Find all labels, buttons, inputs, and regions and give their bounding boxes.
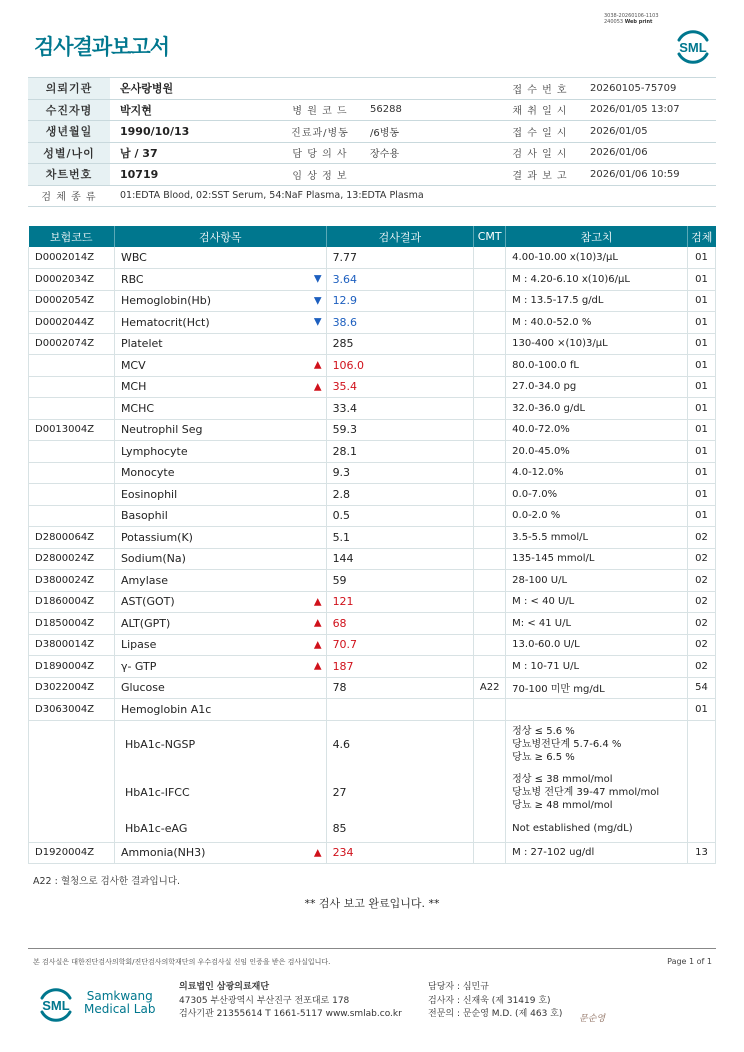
test-result: 12.9 xyxy=(326,290,474,312)
institution-value: 온사랑병원 xyxy=(110,78,500,100)
test-result: 27 xyxy=(326,768,474,816)
insurance-code: D0013004Z xyxy=(29,419,115,441)
test-name xyxy=(114,333,326,355)
reference-range xyxy=(506,720,688,768)
patient-info-table xyxy=(28,77,716,207)
reference-range: 28-100 U/L xyxy=(506,570,688,592)
test-name-text: Platelet xyxy=(120,337,163,351)
test-name-text: Monocyte xyxy=(120,466,175,480)
col-header-result: 검사결과 xyxy=(326,226,474,247)
info-row xyxy=(28,164,716,186)
doctor-label: 담 당 의 사 xyxy=(280,142,360,164)
specimen-code: 02 xyxy=(688,591,716,613)
cmt-code xyxy=(474,591,506,613)
reference-range: M : 40.0-52.0 % xyxy=(506,312,688,334)
test-name xyxy=(114,842,326,864)
test-name-text: Sodium(Na) xyxy=(120,552,186,566)
reference-range: 70-100 미만 mg/dL xyxy=(506,677,688,699)
test-name xyxy=(114,312,326,334)
cmt-code xyxy=(474,290,506,312)
reference-range: 0.0-2.0 % xyxy=(506,505,688,527)
clinical-value xyxy=(360,164,500,186)
test-result: 4.6 xyxy=(326,720,474,768)
table-row xyxy=(29,419,716,441)
reference-range: 4.0-12.0% xyxy=(506,462,688,484)
specimen-code: 01 xyxy=(688,247,716,269)
dept-label: 진료과/병동 xyxy=(280,121,360,143)
brand-line: Medical Lab xyxy=(84,1002,156,1016)
hospital-code-label: 병 원 코 드 xyxy=(280,99,360,121)
table-row xyxy=(29,656,716,678)
test-name-text: MCH xyxy=(120,380,147,394)
organization-info xyxy=(179,981,402,1022)
specimen-code: 01 xyxy=(688,269,716,291)
chart-value: 10719 xyxy=(110,164,280,186)
table-row xyxy=(29,634,716,656)
test-result: 28.1 xyxy=(326,441,474,463)
test-name-text: MCV xyxy=(120,358,146,372)
cmt-code xyxy=(474,484,506,506)
table-row xyxy=(29,398,716,420)
test-name: Hemoglobin A1c xyxy=(114,699,326,721)
test-result: 68 xyxy=(326,613,474,635)
sml-logo-icon xyxy=(673,26,713,66)
test-name-text: Glucose xyxy=(120,681,165,695)
test-result: 5.1 xyxy=(326,527,474,549)
cmt-code xyxy=(474,247,506,269)
low-flag-icon: ▼ xyxy=(313,295,322,307)
table-row xyxy=(29,816,716,842)
insurance-code: D3800014Z xyxy=(29,634,115,656)
footer-divider xyxy=(28,948,716,949)
table-row xyxy=(29,376,716,398)
test-name-text: Lymphocyte xyxy=(120,444,188,458)
sex-age-label: 성별/나이 xyxy=(28,142,110,164)
cmt-code xyxy=(474,634,506,656)
table-row xyxy=(29,290,716,312)
receipt-dt-value: 2026/01/05 xyxy=(580,121,716,143)
cmt-code xyxy=(474,376,506,398)
cmt-code xyxy=(474,656,506,678)
report-dt-label: 결 과 보 고 xyxy=(500,164,580,186)
test-name: HbA1c-IFCC xyxy=(114,768,326,816)
certification-text: 본 검사실은 대한진단검사의학회/진단검사의학재단의 우수검사실 신임 인증을 받은 검사실입니다. xyxy=(33,958,331,966)
a1c-block xyxy=(29,699,716,864)
insurance-code xyxy=(29,505,115,527)
test-result: 234 xyxy=(326,842,474,864)
test-name-text: Lipase xyxy=(120,638,157,652)
insurance-code: D1860004Z xyxy=(29,591,115,613)
specimen-code: 02 xyxy=(688,527,716,549)
test-name xyxy=(114,398,326,420)
doc-code-line: 240053 xyxy=(604,19,624,25)
insurance-code: D1890004Z xyxy=(29,656,115,678)
page-number: Page 1 of 1 xyxy=(667,957,712,966)
cmt-code xyxy=(474,505,506,527)
test-result xyxy=(326,699,474,721)
test-result: 85 xyxy=(326,816,474,842)
cmt-code xyxy=(474,333,506,355)
brand-name xyxy=(84,990,155,1016)
insurance-code: D1850004Z xyxy=(29,613,115,635)
test-name-text: RBC xyxy=(120,272,144,286)
insurance-code xyxy=(29,376,115,398)
insurance-code xyxy=(29,398,115,420)
table-row xyxy=(29,505,716,527)
table-row xyxy=(29,484,716,506)
test-name-text: Neutrophil Seg xyxy=(120,423,203,437)
info-row xyxy=(28,142,716,164)
cmt-code xyxy=(474,699,506,721)
test-result: 0.5 xyxy=(326,505,474,527)
insurance-code: D3022004Z xyxy=(29,677,115,699)
high-flag-icon: ▲ xyxy=(313,847,322,859)
collect-dt-label: 채 취 일 시 xyxy=(500,99,580,121)
test-name xyxy=(114,656,326,678)
specimen-code: 02 xyxy=(688,613,716,635)
org-name: 의료법인 삼광의료재단 xyxy=(179,982,270,992)
test-result: 59.3 xyxy=(326,419,474,441)
test-name xyxy=(114,376,326,398)
staff-line: 담당자 : 심민규 xyxy=(428,982,489,992)
col-header-code: 보험코드 xyxy=(29,226,115,247)
reference-range: M : 4.20-6.10 x(10)6/μL xyxy=(506,269,688,291)
low-flag-icon: ▼ xyxy=(313,273,322,285)
staff-line: 전문의 : 문순영 M.D. (제 463 호) xyxy=(428,1009,563,1019)
table-row xyxy=(29,333,716,355)
signature: 문순영 xyxy=(579,1014,606,1024)
test-result: 106.0 xyxy=(326,355,474,377)
test-name xyxy=(114,441,326,463)
insurance-code: D1920004Z xyxy=(29,842,115,864)
logo-text: SML xyxy=(679,40,707,55)
high-flag-icon: ▲ xyxy=(313,596,322,608)
table-row xyxy=(29,269,716,291)
test-name xyxy=(114,462,326,484)
test-result: 7.77 xyxy=(326,247,474,269)
test-name xyxy=(114,527,326,549)
test-name xyxy=(114,355,326,377)
test-name-text: MCHC xyxy=(120,401,155,415)
specimen-code: 13 xyxy=(688,842,716,864)
test-result: 187 xyxy=(326,656,474,678)
web-print-tag: Web print xyxy=(624,19,653,25)
specimen-code: 02 xyxy=(688,656,716,678)
test-name xyxy=(114,419,326,441)
footnote: A22 : 혈청으로 검사한 결과입니다. xyxy=(33,876,181,887)
receipt-no-value: 20260105-75709 xyxy=(580,78,716,100)
document-code xyxy=(604,13,659,25)
org-address: 47305 부산광역시 부산진구 전포대로 178 xyxy=(179,995,350,1006)
cmt-code xyxy=(474,720,506,768)
table-row xyxy=(29,720,716,768)
test-name-text: Ammonia(NH3) xyxy=(120,846,206,860)
specimen-code: 01 xyxy=(688,462,716,484)
test-name-text: Hemoglobin(Hb) xyxy=(120,294,212,308)
test-result: 70.7 xyxy=(326,634,474,656)
col-header-cmt: CMT xyxy=(474,226,506,247)
table-row xyxy=(29,548,716,570)
reference-range: M : 13.5-17.5 g/dL xyxy=(506,290,688,312)
specimen-code: 01 xyxy=(688,312,716,334)
cmt-code xyxy=(474,613,506,635)
chart-label: 차트번호 xyxy=(28,164,110,186)
table-row xyxy=(29,677,716,699)
brand-line: Samkwang xyxy=(86,989,153,1003)
reference-range: 40.0-72.0% xyxy=(506,419,688,441)
specimen-code: 01 xyxy=(688,484,716,506)
cmt-code xyxy=(474,527,506,549)
insurance-code xyxy=(29,462,115,484)
specimen-code: 02 xyxy=(688,570,716,592)
cmt-code xyxy=(474,398,506,420)
reference-range: 3.5-5.5 mmol/L xyxy=(506,527,688,549)
reference-line: 정상 ≤ 38 mmol/mol xyxy=(512,773,613,785)
table-row xyxy=(29,768,716,816)
specimen-code: 01 xyxy=(688,333,716,355)
cmt-code xyxy=(474,842,506,864)
reference-range xyxy=(506,699,688,721)
info-row xyxy=(28,78,716,100)
insurance-code: D0002034Z xyxy=(29,269,115,291)
insurance-code: D0002074Z xyxy=(29,333,115,355)
col-header-reference: 참고치 xyxy=(506,226,688,247)
high-flag-icon: ▲ xyxy=(313,359,322,371)
high-flag-icon: ▲ xyxy=(313,639,322,651)
insurance-code xyxy=(29,768,115,816)
results-table xyxy=(28,226,716,864)
staff-info xyxy=(428,981,562,1022)
insurance-code: D0002014Z xyxy=(29,247,115,269)
logo-text: SML xyxy=(42,998,70,1013)
cmt-code xyxy=(474,816,506,842)
test-name xyxy=(114,613,326,635)
col-header-test: 검사항목 xyxy=(114,226,326,247)
specimen-label: 검 체 종 류 xyxy=(28,185,110,207)
test-result: 2.8 xyxy=(326,484,474,506)
cmt-code xyxy=(474,269,506,291)
high-flag-icon: ▲ xyxy=(313,381,322,393)
reference-line: 당뇨 ≥ 48 mmol/mol xyxy=(512,799,613,811)
info-row xyxy=(28,99,716,121)
receipt-dt-label: 접 수 일 시 xyxy=(500,121,580,143)
info-row xyxy=(28,121,716,143)
test-result: 3.64 xyxy=(326,269,474,291)
reference-range: 135-145 mmol/L xyxy=(506,548,688,570)
high-flag-icon: ▲ xyxy=(313,617,322,629)
reference-range xyxy=(506,768,688,816)
test-name xyxy=(114,677,326,699)
receipt-no-label: 접 수 번 호 xyxy=(500,78,580,100)
table-row xyxy=(29,699,716,721)
org-contact: 검사기관 21355614 T 1661-5117 www.smlab.co.kr xyxy=(179,1009,402,1019)
insurance-code: D2800024Z xyxy=(29,548,115,570)
specimen-code: 01 xyxy=(688,699,716,721)
results-body xyxy=(29,247,716,699)
insurance-code: D3063004Z xyxy=(29,699,115,721)
specimen-code: 01 xyxy=(688,376,716,398)
clinical-label: 임 상 정 보 xyxy=(280,164,360,186)
reference-range: 4.00-10.00 x(10)3/μL xyxy=(506,247,688,269)
insurance-code: D0002054Z xyxy=(29,290,115,312)
test-name xyxy=(114,290,326,312)
cmt-code xyxy=(474,419,506,441)
test-name xyxy=(114,484,326,506)
insurance-code: D2800064Z xyxy=(29,527,115,549)
specimen-value: 01:EDTA Blood, 02:SST Serum, 54:NaF Plasma, 13:EDTA Plasma xyxy=(110,185,716,207)
hospital-code-value: 56288 xyxy=(360,99,500,121)
results-header-row xyxy=(29,226,716,247)
patient-value: 박지현 xyxy=(110,99,280,121)
report-complete-text: ** 검사 보고 완료입니다. ** xyxy=(304,897,440,910)
specimen-code: 01 xyxy=(688,290,716,312)
dob-label: 생년월일 xyxy=(28,121,110,143)
insurance-code xyxy=(29,720,115,768)
test-name: HbA1c-NGSP xyxy=(114,720,326,768)
test-result: 59 xyxy=(326,570,474,592)
test-name-text: Basophil xyxy=(120,509,168,523)
test-result: 121 xyxy=(326,591,474,613)
insurance-code: D0002044Z xyxy=(29,312,115,334)
insurance-code xyxy=(29,355,115,377)
reference-range: M : < 40 U/L xyxy=(506,591,688,613)
page-title: 검사결과보고서 xyxy=(34,35,170,59)
patient-label: 수진자명 xyxy=(28,99,110,121)
test-name-text: WBC xyxy=(120,251,147,264)
doc-code-line: 3038-20260106-1103 xyxy=(604,13,659,19)
test-name: HbA1c-eAG xyxy=(114,816,326,842)
test-name xyxy=(114,548,326,570)
cmt-code xyxy=(474,570,506,592)
doctor-value: 장수용 xyxy=(360,142,500,164)
test-result: 9.3 xyxy=(326,462,474,484)
test-result: 38.6 xyxy=(326,312,474,334)
table-row xyxy=(29,247,716,269)
low-flag-icon: ▼ xyxy=(313,316,322,328)
specimen-code: 01 xyxy=(688,505,716,527)
reference-range: 130-400 ×(10)3/μL xyxy=(506,333,688,355)
dept-value: /6병동 xyxy=(360,121,500,143)
test-result: 33.4 xyxy=(326,398,474,420)
reference-range: 13.0-60.0 U/L xyxy=(506,634,688,656)
dob-value: 1990/10/13 xyxy=(110,121,280,143)
insurance-code: D3800024Z xyxy=(29,570,115,592)
test-name xyxy=(114,505,326,527)
test-name-text: Hematocrit(Hct) xyxy=(120,315,210,329)
specimen-code: 01 xyxy=(688,398,716,420)
reference-range: 0.0-7.0% xyxy=(506,484,688,506)
staff-line: 검사자 : 신재욱 (제 31419 호) xyxy=(428,995,551,1006)
table-row xyxy=(29,570,716,592)
collect-dt-value: 2026/01/05 13:07 xyxy=(580,99,716,121)
table-row xyxy=(29,613,716,635)
reference-range: M: < 41 U/L xyxy=(506,613,688,635)
specimen-code: 01 xyxy=(688,419,716,441)
table-row xyxy=(29,312,716,334)
specimen-code: 01 xyxy=(688,355,716,377)
report-dt-value: 2026/01/06 10:59 xyxy=(580,164,716,186)
test-result: 35.4 xyxy=(326,376,474,398)
test-result: 78 xyxy=(326,677,474,699)
reference-line: 당뇨 ≥ 6.5 % xyxy=(512,751,575,763)
test-name-text: Eosinophil xyxy=(120,487,178,501)
test-name-text: Potassium(K) xyxy=(120,530,193,544)
specimen-code xyxy=(688,816,716,842)
table-row xyxy=(29,591,716,613)
cmt-code xyxy=(474,548,506,570)
test-name xyxy=(114,269,326,291)
test-name xyxy=(114,591,326,613)
cmt-code: A22 xyxy=(474,677,506,699)
institution-label: 의뢰기관 xyxy=(28,78,110,100)
cmt-code xyxy=(474,355,506,377)
test-result: 144 xyxy=(326,548,474,570)
test-name-text: AST(GOT) xyxy=(120,595,175,609)
test-name xyxy=(114,634,326,656)
table-row xyxy=(29,355,716,377)
table-row xyxy=(29,441,716,463)
specimen-code: 02 xyxy=(688,548,716,570)
cmt-code xyxy=(474,312,506,334)
reference-range: 32.0-36.0 g/dL xyxy=(506,398,688,420)
test-dt-value: 2026/01/06 xyxy=(580,142,716,164)
reference-range: 27.0-34.0 pg xyxy=(506,376,688,398)
specimen-code xyxy=(688,768,716,816)
reference-range: M : 27-102 ug/dl xyxy=(506,842,688,864)
test-name-text: ALT(GPT) xyxy=(120,616,171,630)
specimen-code xyxy=(688,720,716,768)
reference-range: M : 10-71 U/L xyxy=(506,656,688,678)
test-name-text: Amylase xyxy=(120,573,168,587)
table-row xyxy=(29,842,716,864)
test-name xyxy=(114,247,326,269)
insurance-code xyxy=(29,484,115,506)
cmt-code xyxy=(474,768,506,816)
col-header-specimen: 검체 xyxy=(688,226,716,247)
reference-line: 정상 ≤ 5.6 % xyxy=(512,725,575,737)
specimen-code: 54 xyxy=(688,677,716,699)
test-name-text: γ- GTP xyxy=(120,659,157,673)
cmt-code xyxy=(474,441,506,463)
reference-line: 당뇨병 전단계 39-47 mmol/mol xyxy=(512,786,660,798)
cmt-code xyxy=(474,462,506,484)
test-dt-label: 검 사 일 시 xyxy=(500,142,580,164)
high-flag-icon: ▲ xyxy=(313,660,322,672)
reference-range: Not established (mg/dL) xyxy=(506,816,688,842)
test-name xyxy=(114,570,326,592)
specimen-code: 01 xyxy=(688,441,716,463)
insurance-code xyxy=(29,441,115,463)
reference-range: 20.0-45.0% xyxy=(506,441,688,463)
test-result: 285 xyxy=(326,333,474,355)
info-row xyxy=(28,185,716,207)
reference-line: 당뇨병전단계 5.7-6.4 % xyxy=(512,738,622,750)
insurance-code xyxy=(29,816,115,842)
table-row xyxy=(29,462,716,484)
sml-logo-icon xyxy=(36,984,76,1024)
sex-age-value: 남 / 37 xyxy=(110,142,280,164)
specimen-code: 02 xyxy=(688,634,716,656)
table-row xyxy=(29,527,716,549)
reference-range: 80.0-100.0 fL xyxy=(506,355,688,377)
